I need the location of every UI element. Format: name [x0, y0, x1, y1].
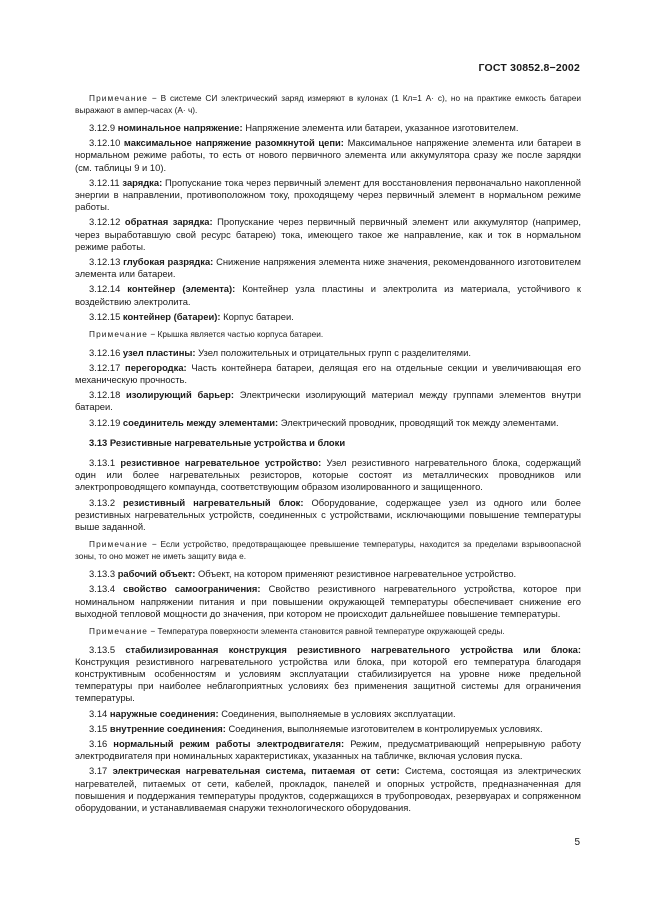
- term: зарядка:: [122, 176, 163, 188]
- clause-number: 3.13.5: [89, 643, 116, 655]
- definition: Конструкция резистивного нагревательного устройства или блока, при которой его температура благодаря конструктивным особенностям и условиям эксплуатации стабилизируется на уровне ниже предельной температуры при наиболее неблагоприятных условиях без применения защитной системы для ограничения температуры.: [75, 655, 581, 704]
- term: внутренние соединения:: [109, 722, 226, 734]
- clause-number: 3.12.17: [89, 361, 121, 373]
- term: наружные соединения:: [109, 707, 219, 719]
- term: соединитель между элементами:: [122, 416, 279, 428]
- term: резистивный нагревательный блок:: [123, 496, 304, 508]
- term: нормальный режим работы электродвигателя:: [113, 737, 345, 749]
- definition: Свойство резистивного нагревательного устройства, которое при номинальном напряжении питания и при повышении окружающей температуры обеспечивает снижение его выходной тепловой мощности до значения, при котором не происходит дальнейшее повышение температуры.: [75, 583, 581, 619]
- note-text: В системе СИ электрический заряд измеряют в кулонах (1 Кл=1 А· с), но на практике емкость батареи выражают в ампер-часах (А· ч).: [75, 93, 581, 115]
- clause-number: 3.12.19: [89, 416, 121, 428]
- note: [75, 329, 581, 341]
- clause-number: 3.13.4: [89, 583, 116, 595]
- term-definition: [75, 568, 581, 580]
- clause-number: 3.16: [89, 737, 108, 749]
- term: перегородка:: [125, 361, 187, 373]
- note: [75, 93, 581, 116]
- clause-number: 3.12.14: [89, 283, 121, 295]
- definition: Соединения, выполняемые в условиях эксплуатации.: [221, 707, 456, 719]
- note-label: Примечание: [89, 93, 149, 103]
- note-dash: −: [151, 539, 157, 550]
- definition: Пропускание через первичный первичный элемент или аккумулятор (например, через выработавшую свой ресурс батарею) тока, имеющего такое же направление, как и ток в нормальном режиме работы.: [75, 216, 582, 252]
- term: узел пластины:: [122, 346, 196, 358]
- term-definition: [75, 644, 581, 705]
- clause-number: 3.13.3: [89, 568, 116, 580]
- definition: Снижение напряжения элемента ниже значения, рекомендованного изготовителем элемента или батареи.: [75, 256, 581, 280]
- clause-number: 3.12.11: [89, 176, 120, 188]
- definition: Соединения, выполняемые изготовителем в контролируемых условиях.: [228, 722, 543, 734]
- definition: Пропускание тока через первичный элемент для восстановления первоначально накопленной энергии в направлении, противоположном току, проходящему через первичный элемент в нормальном режиме работы.: [75, 176, 582, 213]
- term: свойство самоограничения:: [123, 583, 261, 595]
- term-definition: [75, 283, 581, 307]
- clause-number: 3.17: [89, 765, 108, 777]
- note-label: Примечание: [89, 329, 149, 340]
- term: контейнер (элемента):: [127, 283, 236, 295]
- note-label: Примечание: [89, 626, 149, 636]
- definition: Корпус батареи.: [223, 310, 294, 322]
- definition: Напряжение элемента или батареи, указанное изготовителем.: [245, 122, 519, 133]
- clause-number: 3.12.12: [89, 216, 121, 228]
- term: резистивное нагревательное устройство:: [120, 456, 322, 468]
- note-text: Температура поверхности элемента становится равной температуре окружающей среды.: [157, 626, 505, 636]
- term-definition: [75, 708, 581, 720]
- term: электрическая нагревательная система, питаемая от сети:: [112, 765, 400, 777]
- term-definition: [75, 723, 581, 735]
- term-definition: [75, 216, 581, 253]
- definition: Контейнер узла пластины и электролита из материала, устойчивого к воздействию электролита.: [75, 283, 582, 307]
- term-definition: [75, 497, 581, 534]
- term-definition: [75, 177, 581, 214]
- term-definition: [75, 765, 581, 814]
- definition: Система, состоящая из электрических нагревателей, питаемых от сети, кабелей, прокладок, панелей и опорных устройств, предназначенная для повышения и поддержания температуры продуктов, содержащихся в трубопроводах, резервуарах и сопряженном оборудовании, и устанавливаемая снаружи технологического оборудования.: [75, 765, 581, 813]
- clause-number: 3.12.16: [89, 346, 121, 358]
- term-definition: [75, 389, 581, 413]
- note-text: Если устройство, предотвращающее превышение температуры, находится за пределами взрывоопасной зоны, то оно может не иметь защиту вида е.: [75, 539, 582, 561]
- term: контейнер (батареи):: [122, 310, 221, 322]
- document-header: ГОСТ 30852.8−2002: [478, 62, 580, 74]
- clause-number: 3.12.10: [89, 137, 121, 149]
- section-heading: 3.13 Резистивные нагревательные устройства и блоки: [89, 436, 346, 448]
- page-number: 5: [574, 837, 580, 848]
- definition: Режим, предусматривающий непрерывную работу электродвигателя при номинальных характеристиках, указанных на табличке, включая условия пуска.: [75, 737, 581, 762]
- term-definition: [75, 137, 581, 174]
- definition: Часть контейнера батареи, делящая его на отдельные секции и увеличивающая его механическую прочность.: [75, 361, 581, 385]
- definition: Узел положительных и отрицательных групп с разделителями.: [198, 346, 471, 358]
- term: рабочий объект:: [117, 568, 196, 580]
- note-dash: −: [150, 626, 156, 636]
- definition: Узел резистивного нагревательного блока, содержащий один или более нагревательных резисторов, которые состоят из металлических проводников или электропроводящего компаунда, соответствующим образом изолированного и защищенного.: [75, 456, 581, 493]
- note-text: Крышка является частью корпуса батареи.: [157, 329, 324, 340]
- note: [75, 626, 581, 638]
- term: максимальное напряжение разомкнутой цепи:: [123, 137, 344, 149]
- term-definition: [75, 417, 581, 429]
- term: стабилизированная конструкция резистивного нагревательного устройства или блока:: [125, 643, 581, 655]
- clause-number: 3.15: [89, 722, 108, 734]
- term-definition: [75, 738, 581, 762]
- term: номинальное напряжение:: [117, 122, 243, 133]
- definition: Объект, на котором применяют резистивное нагревательное устройство.: [197, 568, 517, 580]
- definition: Электрический проводник, проводящий ток между элементами.: [280, 416, 559, 428]
- term-definition: [75, 311, 581, 323]
- term-definition: [75, 583, 581, 620]
- clause-number: 3.13.1: [89, 456, 116, 468]
- clause-number: 3.13.2: [89, 496, 116, 508]
- page-content: [75, 87, 581, 814]
- clause-number: 3.12.9: [89, 122, 116, 133]
- term-definition: [75, 122, 581, 134]
- note: [75, 539, 581, 562]
- term-definition: [75, 256, 581, 280]
- term: обратная зарядка:: [124, 216, 213, 228]
- clause-number: 3.14: [89, 707, 108, 719]
- clause-number: 3.12.15: [89, 310, 121, 322]
- definition: Максимальное напряжение элемента или батареи в нормальном режиме работы, то есть от нового первичного элемента или аккумулятора сразу же после зарядки (см. таблицы 9 и 10).: [75, 137, 582, 173]
- note-label: Примечание: [89, 539, 149, 550]
- term-definition: [75, 347, 581, 359]
- note-dash: −: [151, 93, 157, 103]
- definition: Оборудование, содержащее узел из одного или более резистивных нагревательных устройств, соединенных с устройствами, исключающими повышение температуры выше заданной.: [75, 496, 582, 532]
- clause-number: 3.12.13: [89, 256, 121, 268]
- note-dash: −: [150, 329, 156, 340]
- term: глубокая разрядка:: [123, 256, 214, 268]
- definition: Электрически изолирующий материал между группами элементов внутри батареи.: [75, 389, 581, 413]
- clause-number: 3.12.18: [89, 389, 121, 401]
- term: изолирующий барьер:: [126, 389, 235, 401]
- term-definition: [75, 457, 581, 494]
- term-definition: [75, 362, 581, 386]
